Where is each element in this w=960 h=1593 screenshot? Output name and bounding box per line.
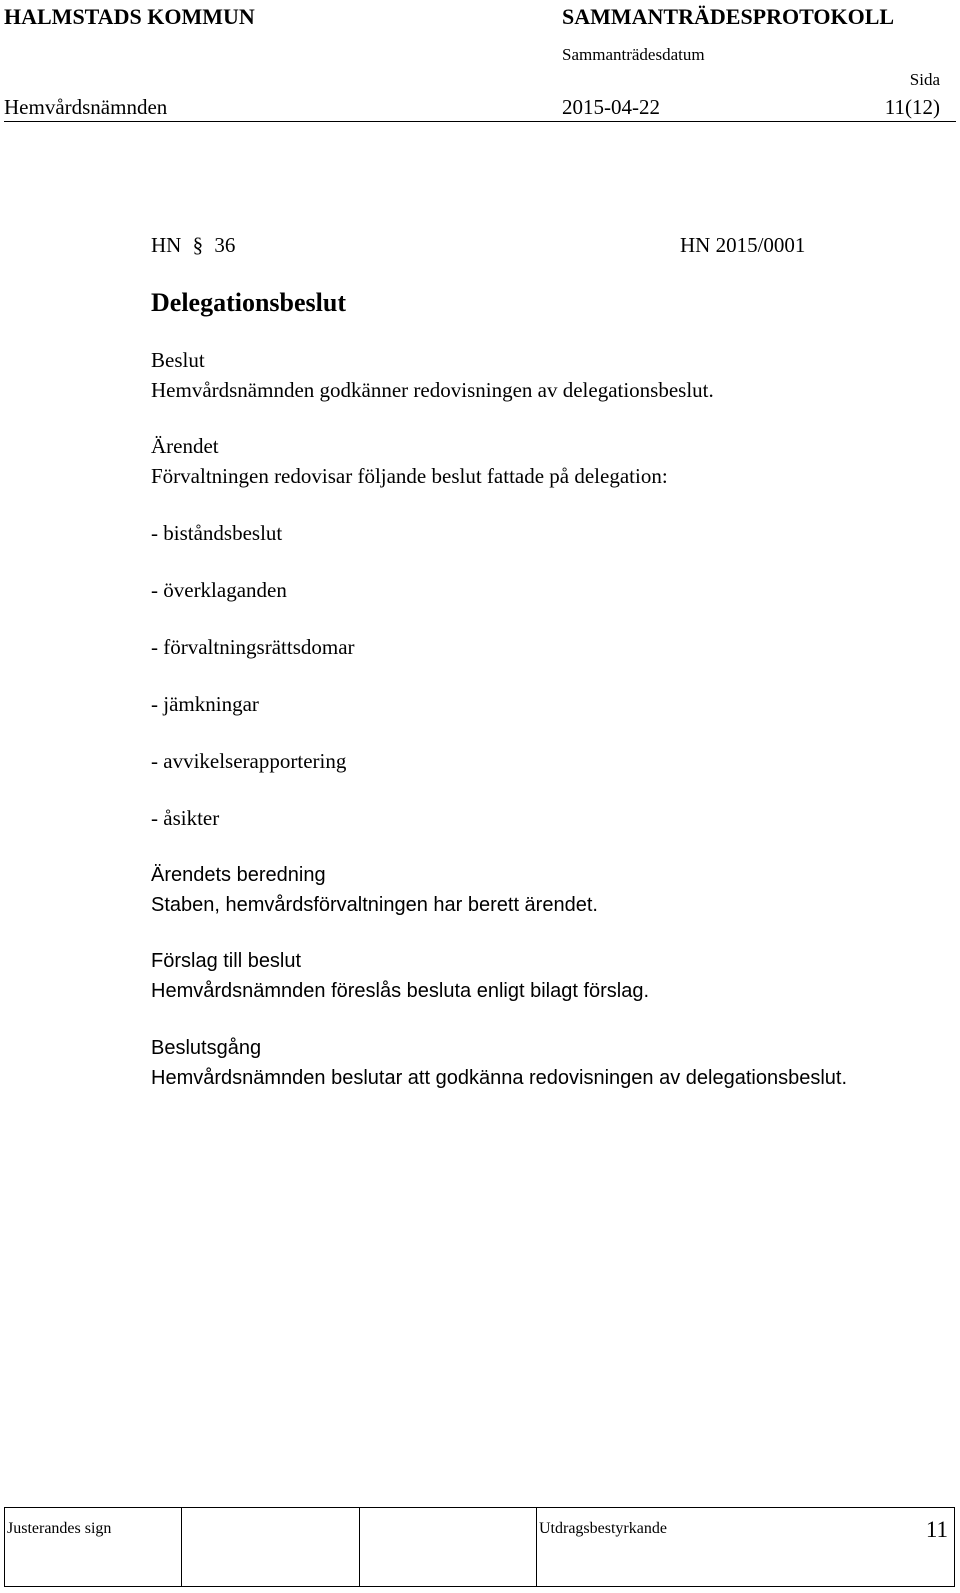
document-type: SAMMANTRÄDESPROTOKOLL bbox=[562, 4, 895, 29]
proposal-heading: Förslag till beslut bbox=[151, 950, 302, 972]
signature-cell bbox=[182, 1508, 360, 1587]
signature-table bbox=[4, 1507, 955, 1587]
list-item: - avvikelserapportering bbox=[151, 749, 347, 773]
date-label: Sammanträdesdatum bbox=[562, 45, 705, 64]
list-item: - jämkningar bbox=[151, 692, 259, 716]
page-number: 11(12) bbox=[884, 95, 940, 119]
matter-intro: Förvaltningen redovisar följande beslut fattade på delegation: bbox=[151, 464, 668, 488]
adjuster-sign-cell bbox=[5, 1508, 182, 1587]
procedure-heading: Beslutsgång bbox=[151, 1037, 262, 1059]
extract-certification-cell bbox=[537, 1508, 955, 1587]
paragraph-reference bbox=[151, 233, 235, 258]
footer-page-number: 11 bbox=[925, 1517, 948, 1542]
extract-certification-label: Utdragsbestyrkande bbox=[539, 1520, 667, 1537]
case-number: HN 2015/0001 bbox=[680, 233, 806, 257]
list-item: - biståndsbeslut bbox=[151, 521, 283, 545]
section-sign: § bbox=[192, 233, 204, 257]
decision-heading: Beslut bbox=[151, 348, 205, 372]
procedure-text: Hemvårdsnämnden beslutar att godkänna redovisningen av delegationsbeslut. bbox=[151, 1067, 848, 1089]
meeting-date: 2015-04-22 bbox=[562, 95, 660, 119]
decision-text: Hemvårdsnämnden godkänner redovisningen av delegationsbeslut. bbox=[151, 378, 714, 402]
case-title: Delegationsbeslut bbox=[151, 288, 346, 317]
preparation-text: Staben, hemvårdsförvaltningen har berett ärendet. bbox=[151, 894, 598, 916]
matter-heading: Ärendet bbox=[151, 434, 219, 458]
header-divider bbox=[4, 121, 956, 122]
preparation-heading: Ärendets beredning bbox=[151, 864, 326, 886]
paragraph-prefix: HN bbox=[151, 233, 182, 257]
proposal-text: Hemvårdsnämnden föreslås besluta enligt bilagt förslag. bbox=[151, 980, 650, 1002]
organization-name: HALMSTADS KOMMUN bbox=[4, 4, 255, 29]
page-label: Sida bbox=[909, 70, 940, 89]
signature-cell bbox=[360, 1508, 537, 1587]
adjuster-sign-label: Justerandes sign bbox=[7, 1520, 112, 1537]
paragraph-number: 36 bbox=[214, 233, 236, 257]
list-item: - förvaltningsrättsdomar bbox=[151, 635, 355, 659]
list-item: - åsikter bbox=[151, 806, 220, 830]
list-item: - överklaganden bbox=[151, 578, 287, 602]
committee-name: Hemvårdsnämnden bbox=[4, 95, 168, 119]
